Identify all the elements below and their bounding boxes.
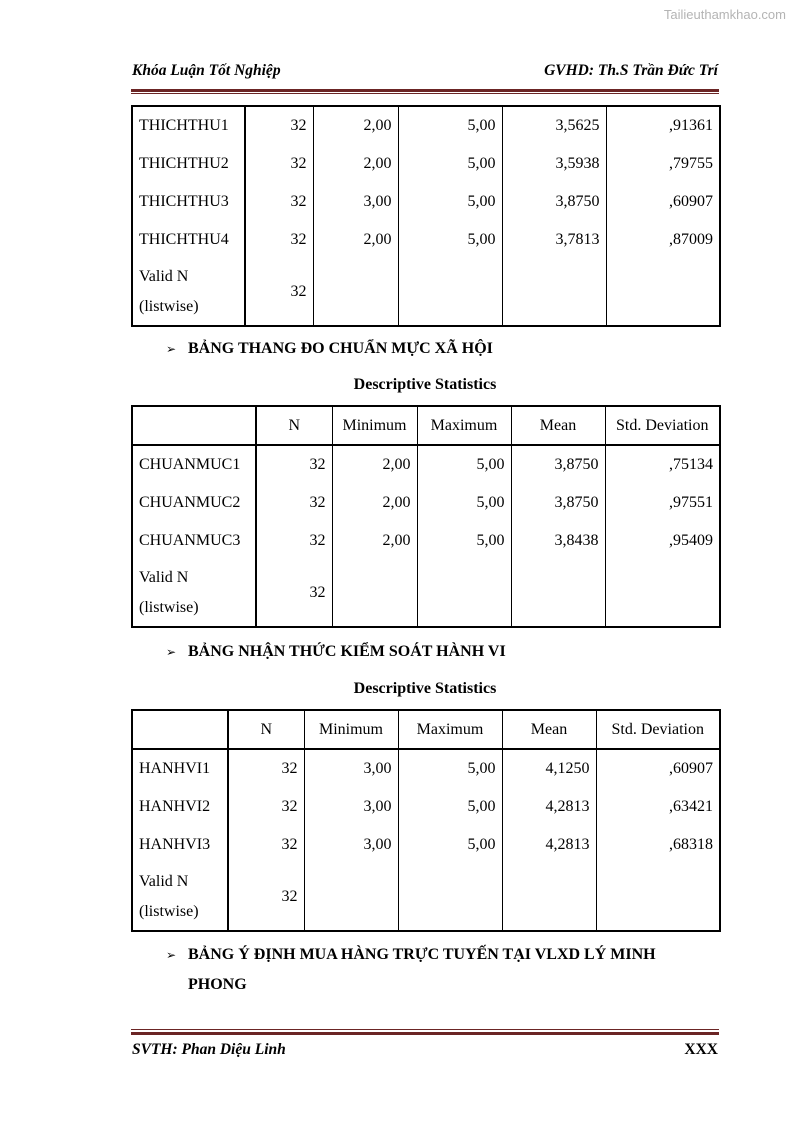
row-label <box>132 259 245 326</box>
cell-min: 2,00 <box>313 106 398 145</box>
cell-mean: 3,7813 <box>502 221 606 259</box>
section-heading-chuanmuc <box>166 334 493 364</box>
cell-empty <box>313 259 398 326</box>
cell-sd: ,79755 <box>606 145 720 183</box>
table-row <box>132 221 720 259</box>
cell-min: 2,00 <box>313 221 398 259</box>
cell-mean: 3,5938 <box>502 145 606 183</box>
row-label: HANHVI3 <box>132 826 228 864</box>
table-hanhvi <box>131 709 721 932</box>
cell-max: 5,00 <box>398 826 502 864</box>
cell-n: 32 <box>256 484 332 522</box>
column-header: Mean <box>511 406 605 445</box>
table-row <box>132 522 720 560</box>
cell-mean: 4,2813 <box>502 788 596 826</box>
cell-max: 5,00 <box>398 106 502 145</box>
arrow-bullet-icon: ➢ <box>166 342 177 356</box>
table-row-valid-n <box>132 560 720 627</box>
column-header: N <box>228 710 304 749</box>
section-heading-hanhvi <box>166 637 506 667</box>
header-rule-thin <box>131 93 719 94</box>
cell-mean: 3,8750 <box>511 484 605 522</box>
row-label <box>132 560 256 627</box>
section-title: BẢNG NHẬN THỨC KIỂM SOÁT HÀNH VI <box>188 643 506 660</box>
arrow-bullet-icon: ➢ <box>166 948 177 962</box>
cell-mean: 3,8750 <box>502 183 606 221</box>
cell-empty <box>596 864 720 931</box>
cell-min: 3,00 <box>304 826 398 864</box>
cell-min: 3,00 <box>304 749 398 788</box>
column-header: Mean <box>502 710 596 749</box>
row-label: HANHVI2 <box>132 788 228 826</box>
cell-min: 3,00 <box>304 788 398 826</box>
cell-max: 5,00 <box>398 221 502 259</box>
cell-empty <box>511 560 605 627</box>
cell-n: 32 <box>228 749 304 788</box>
table-caption: Descriptive Statistics <box>353 680 497 697</box>
table-row <box>132 484 720 522</box>
listwise-label: (listwise) <box>139 903 199 920</box>
cell-empty <box>398 259 502 326</box>
column-header: Maximum <box>417 406 511 445</box>
cell-min: 2,00 <box>332 484 417 522</box>
table-row <box>132 445 720 484</box>
table-row <box>132 145 720 183</box>
cell-n: 32 <box>256 445 332 484</box>
page-number: XXX <box>684 1041 718 1058</box>
cell-sd: ,97551 <box>605 484 720 522</box>
cell-mean: 3,5625 <box>502 106 606 145</box>
cell-empty <box>304 864 398 931</box>
valid-n-label: Valid N <box>139 268 189 285</box>
table-row-valid-n <box>132 259 720 326</box>
table-header-row <box>132 710 720 749</box>
column-header: Std. Deviation <box>605 406 720 445</box>
cell-n: 32 <box>245 145 313 183</box>
listwise-label: (listwise) <box>139 599 199 616</box>
column-header <box>132 406 256 445</box>
column-header: Maximum <box>398 710 502 749</box>
cell-n: 32 <box>256 522 332 560</box>
cell-max: 5,00 <box>398 145 502 183</box>
row-label: THICHTHU3 <box>132 183 245 221</box>
column-header: Std. Deviation <box>596 710 720 749</box>
column-header: Minimum <box>304 710 398 749</box>
cell-max: 5,00 <box>398 788 502 826</box>
footer-rule <box>131 1032 719 1035</box>
section-title-line2: PHONG <box>188 976 247 993</box>
cell-min: 3,00 <box>313 183 398 221</box>
section-title-line1: BẢNG Ý ĐỊNH MUA HÀNG TRỰC TUYẾN TẠI VLXD LÝ MINH <box>188 946 656 963</box>
table-caption: Descriptive Statistics <box>353 376 497 393</box>
cell-sd: ,60907 <box>596 749 720 788</box>
cell-max: 5,00 <box>417 484 511 522</box>
cell-empty <box>502 259 606 326</box>
cell-mean: 3,8750 <box>511 445 605 484</box>
table-row <box>132 183 720 221</box>
footer-rule-thin <box>131 1029 719 1030</box>
row-label: THICHTHU1 <box>132 106 245 145</box>
cell-n: 32 <box>228 826 304 864</box>
cell-sd: ,91361 <box>606 106 720 145</box>
table-thichthu <box>131 105 721 327</box>
row-label: THICHTHU4 <box>132 221 245 259</box>
footer-left: SVTH: Phan Diệu Linh <box>132 1041 286 1058</box>
row-label: CHUANMUC3 <box>132 522 256 560</box>
cell-min: 2,00 <box>313 145 398 183</box>
header-right: GVHD: Th.S Trần Đức Trí <box>544 62 718 79</box>
valid-n-label: Valid N <box>139 873 189 890</box>
column-header: Minimum <box>332 406 417 445</box>
cell-empty <box>417 560 511 627</box>
cell-max: 5,00 <box>398 749 502 788</box>
header-left: Khóa Luận Tốt Nghiệp <box>132 62 281 79</box>
table-row-valid-n <box>132 864 720 931</box>
cell-empty <box>332 560 417 627</box>
cell-min: 2,00 <box>332 445 417 484</box>
cell-mean: 3,8438 <box>511 522 605 560</box>
cell-max: 5,00 <box>417 445 511 484</box>
valid-n-label: Valid N <box>139 569 189 586</box>
arrow-bullet-icon: ➢ <box>166 645 177 659</box>
cell-max: 5,00 <box>417 522 511 560</box>
table-row <box>132 106 720 145</box>
row-label <box>132 864 228 931</box>
column-header: N <box>256 406 332 445</box>
cell-sd: ,75134 <box>605 445 720 484</box>
table-chuanmuc <box>131 405 721 628</box>
column-header <box>132 710 228 749</box>
row-label: CHUANMUC1 <box>132 445 256 484</box>
cell-sd: ,63421 <box>596 788 720 826</box>
row-label: HANHVI1 <box>132 749 228 788</box>
cell-min: 2,00 <box>332 522 417 560</box>
header-rule <box>131 89 719 92</box>
cell-mean: 4,2813 <box>502 826 596 864</box>
cell-n: 32 <box>256 560 332 627</box>
cell-mean: 4,1250 <box>502 749 596 788</box>
cell-empty <box>606 259 720 326</box>
section-heading-ydinh <box>166 940 656 1000</box>
cell-n: 32 <box>245 259 313 326</box>
cell-sd: ,68318 <box>596 826 720 864</box>
table-row <box>132 749 720 788</box>
cell-empty <box>502 864 596 931</box>
cell-max: 5,00 <box>398 183 502 221</box>
cell-n: 32 <box>228 788 304 826</box>
row-label: CHUANMUC2 <box>132 484 256 522</box>
table-row <box>132 788 720 826</box>
section-title <box>188 940 656 1000</box>
cell-n: 32 <box>245 183 313 221</box>
cell-n: 32 <box>245 106 313 145</box>
cell-sd: ,87009 <box>606 221 720 259</box>
table-header-row <box>132 406 720 445</box>
cell-sd: ,60907 <box>606 183 720 221</box>
cell-empty <box>398 864 502 931</box>
cell-sd: ,95409 <box>605 522 720 560</box>
cell-n: 32 <box>245 221 313 259</box>
listwise-label: (listwise) <box>139 298 199 315</box>
section-title: BẢNG THANG ĐO CHUẨN MỰC XÃ HỘI <box>188 340 493 357</box>
cell-empty <box>605 560 720 627</box>
row-label: THICHTHU2 <box>132 145 245 183</box>
table-row <box>132 826 720 864</box>
watermark: Tailieuthamkhao.com <box>663 7 786 22</box>
cell-n: 32 <box>228 864 304 931</box>
